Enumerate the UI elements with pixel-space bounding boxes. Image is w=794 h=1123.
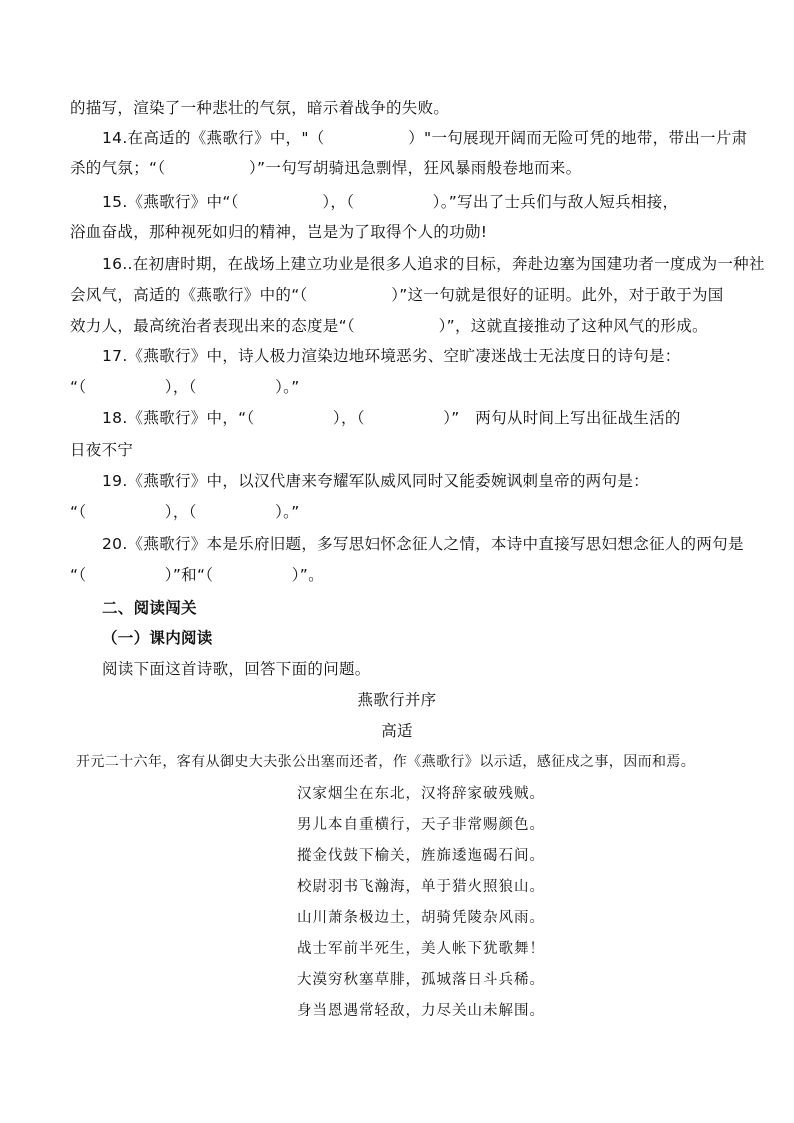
question-13-tail: 的描写，渲染了一种悲壮的气氛，暗示着战争的失败。 (70, 99, 450, 117)
question-16-line-1: 16..在初唐时期，在战场上建立功业是很多人追求的目标，奔赴边塞为国建功者一度成为一种社 (102, 255, 765, 273)
poem-preface: 开元二十六年，客有从御史大夫张公出塞而还者，作《燕歌行》以示适，感征戍之事，因而和焉。 (76, 754, 696, 770)
poem-line: 男儿本自重横行，天子非常赐颜色。 (297, 817, 545, 833)
question-18-line-2: 日夜不宁 (70, 441, 134, 459)
question-14-line-1: 14.在高适的《燕歌行》中，"（ ）"一句展现开阔而无险可凭的地带，带出一片肃 (102, 129, 748, 147)
question-19-line-2: “（ ），（ ）。” (70, 503, 300, 521)
question-16-line-2: 会风气，高适的《燕歌行》中的“（ ）”这一句就是很好的证明。此外，对于敢于为国 (70, 286, 724, 304)
question-17-line-1: 17.《燕歌行》中，诗人极力渲染边地环境恶劣、空旷凄迷战士无法度日的诗句是： (102, 347, 681, 365)
poem-title: 燕歌行并序 (357, 691, 437, 709)
question-16-line-3: 效力人，最高统治者表现出来的态度是“（ ）”，这就直接推动了这种风气的形成。 (70, 317, 708, 335)
poem-line: 山川萧条极边土，胡骑凭陵杂风雨。 (297, 910, 545, 926)
section-heading: 二、阅读闯关 (102, 599, 197, 617)
poem-line: 身当恩遇常轻敌，力尽关山未解围。 (297, 1003, 545, 1019)
question-17-line-2: “（ ），（ ）。” (70, 378, 300, 396)
question-15-line-1: 15.《燕歌行》中“（ ），（ ）。”写出了士兵们与敌人短兵相接， (102, 193, 679, 211)
question-19-line-1: 19.《燕歌行》中，以汉代唐来夸耀军队威风同时又能委婉讽刺皇帝的两句是： (102, 472, 649, 490)
poem-line: 汉家烟尘在东北，汉将辞家破残贼。 (297, 786, 545, 802)
question-14-line-2: 杀的气氛；“（ ）”一句写胡骑迅急剽悍，狂风暴雨般卷地而来。 (70, 159, 582, 177)
question-20-line-2: “（ ）”和“（ ）”。 (70, 566, 324, 584)
poem-line: 大漠穷秋塞草腓，孤城落日斗兵稀。 (297, 972, 545, 988)
poem-line: 战士军前半死生，美人帐下犹歌舞！ (297, 941, 545, 957)
question-18-line-1: 18.《燕歌行》中，“（ ），（ ）” 两句从时间上写出征战生活的 (102, 409, 681, 427)
poem-line: 校尉羽书飞瀚海，单于猎火照狼山。 (297, 879, 545, 895)
poem-author: 高适 (381, 722, 413, 740)
question-15-line-2: 浴血奋战，那种视死如归的精神，岂是为了取得个人的功勋! (70, 223, 488, 241)
reading-instruction: 阅读下面这首诗歌，回答下面的问题。 (102, 660, 371, 678)
question-20-line-1: 20.《燕歌行》本是乐府旧题，多写思妇怀念征人之情，本诗中直接写思妇想念征人的两句是 (102, 535, 744, 553)
poem-line: 摐金伐鼓下榆关，旌旆逶迤碣石间。 (297, 848, 545, 864)
sub-heading: （一）课内阅读 (102, 629, 213, 647)
